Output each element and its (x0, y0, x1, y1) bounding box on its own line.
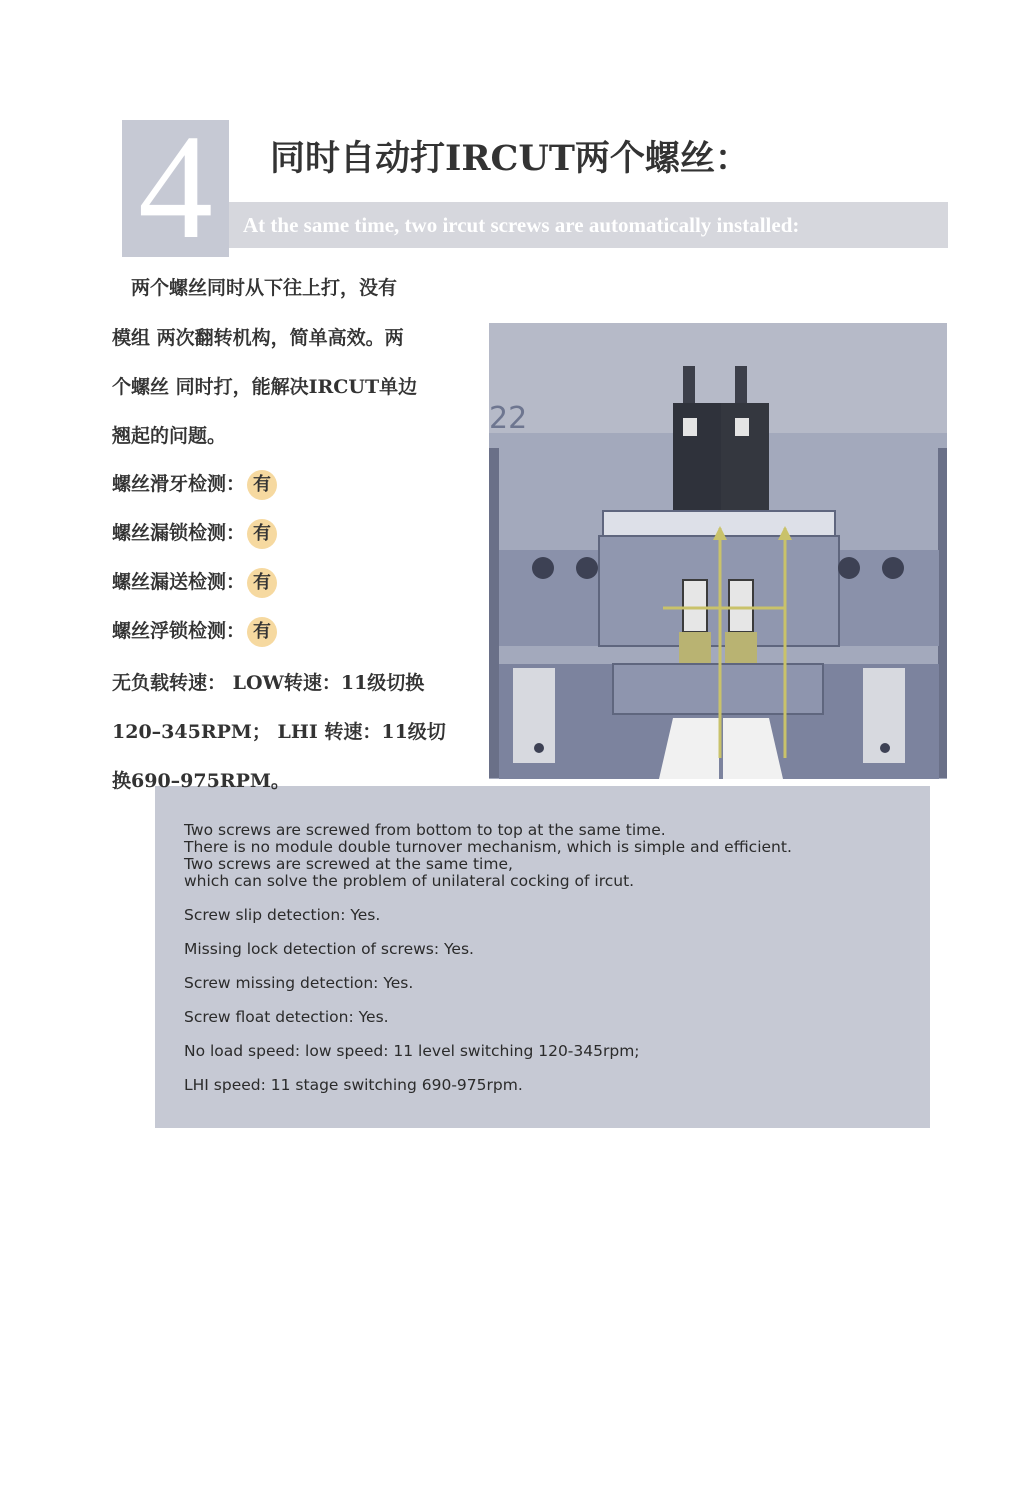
en-para-line-3: Two screws are screwed at the same time, (184, 855, 513, 873)
intro-line-2: 模组 两次翻转机构，简单高效。两 (112, 327, 404, 349)
feature-row (112, 470, 277, 500)
intro-line-1: 两个螺丝同时从下往上打，没有 (112, 277, 398, 299)
feature-label: 螺丝漏送检测： (112, 571, 246, 593)
section-number: 4 (138, 104, 213, 270)
section-number-box (122, 104, 229, 270)
speed-line-1: 无负载转速： LOW转速：11级切换 (112, 672, 425, 694)
speed-line-3: 换690–975RPM。 (112, 770, 290, 792)
feature-badge: 有 (247, 617, 277, 647)
en-para-line-1: Two screws are screwed from bottom to top at the same time. (184, 821, 666, 839)
feature-badge: 有 (247, 568, 277, 598)
en-para-line-4: which can solve the problem of unilateral cocking of ircut. (184, 872, 635, 890)
feature-label: 螺丝漏锁检测： (112, 522, 246, 544)
en-feature-line: Screw float detection: Yes. (184, 1008, 389, 1026)
feature-row (112, 617, 277, 647)
subtitle-bar (229, 202, 948, 248)
feature-label: 螺丝滑牙检测： (112, 473, 246, 495)
intro-line-3: 个螺丝 同时打，能解决IRCUT单边 (112, 376, 418, 398)
en-feature-line: LHI speed: 11 stage switching 690-975rpm. (184, 1076, 523, 1094)
photo-label: 22 (489, 401, 528, 436)
en-feature-line: No load speed: low speed: 11 level switching 120-345rpm; (184, 1042, 640, 1060)
machine-photo (483, 318, 947, 784)
machine-illustration (483, 318, 947, 784)
feature-row (112, 519, 277, 549)
page-subtitle: At the same time, two ircut screws are automatically installed: (243, 213, 800, 237)
en-feature-line: Screw slip detection: Yes. (184, 906, 381, 924)
en-feature-line: Missing lock detection of screws: Yes. (184, 940, 474, 958)
feature-badge: 有 (247, 519, 277, 549)
feature-label: 螺丝浮锁检测： (112, 620, 246, 642)
feature-row (112, 568, 277, 598)
en-feature-line: Screw missing detection: Yes. (184, 974, 414, 992)
intro-line-4: 翘起的问题。 (112, 425, 227, 447)
feature-badge: 有 (247, 470, 277, 500)
page-title: 同时自动打IRCUT两个螺丝： (270, 138, 750, 179)
en-para-line-2: There is no module double turnover mechanism, which is simple and efficient. (184, 838, 792, 856)
speed-line-2: 120–345RPM； LHI 转速：11级切 (112, 721, 446, 743)
